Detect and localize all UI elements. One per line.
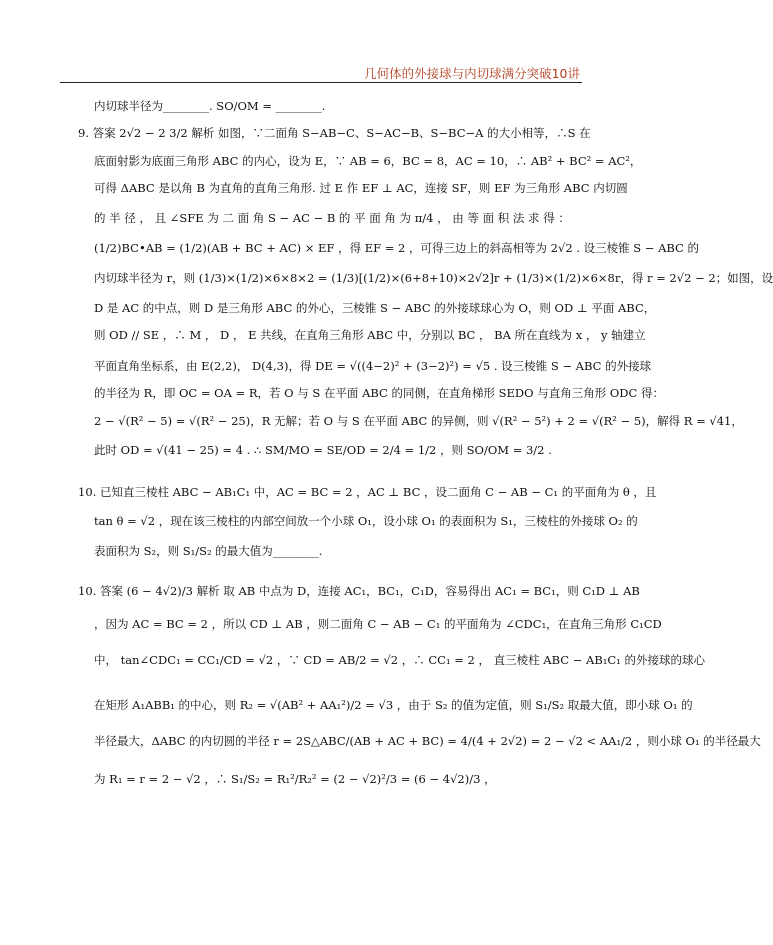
text-line: ，因为 AC = BC = 2 ，所以 CD ⊥ AB ，则二面角 C − AB − C₁ 的平面角为 ∠CDC₁，在直角三角形 C₁CD <box>94 617 662 631</box>
text-line: 表面积为 S₂，则 S₁/S₂ 的最大值为________. <box>94 544 323 558</box>
text-line: 在矩形 A₁ABB₁ 的中心，则 R₂ = √(AB² + AA₁²)/2 = √3 ，由于 S₂ 的值为定值，则 S₁/S₂ 取最大值，即小球 O₁ 的 <box>94 698 693 712</box>
header-title: 几何体的外接球与内切球满分突破10讲 <box>364 66 580 81</box>
text-line: tan θ = √2 ，现在该三棱柱的内部空间放一个小球 O₁，设小球 O₁ 的表面积为 S₁，三棱柱的外接球 O₂ 的 <box>94 514 638 528</box>
text-line: 半径最大，ΔABC 的内切圆的半径 r = 2S△ABC/(AB + AC + BC) = 4/(4 + 2√2) = 2 − √2 < AA₁/2 ，则小球 O₁ 的半径最大 <box>94 734 761 748</box>
text-line: 中， tan∠CDC₁ = CC₁/CD = √2 ，∵ CD = AB/2 = √2 ，∴ CC₁ = 2 ， 直三棱柱 ABC − AB₁C₁ 的外接球的球心 <box>94 653 705 667</box>
text-line: 的 半 径 ， 且 ∠SFE 为 二 面 角 S − AC − B 的 平 面 角 为 π/4 ， 由 等 面 积 法 求 得 ： <box>94 211 570 225</box>
text-line: 9. 答案 2√2 − 2 3/2 解析 如图，∵二面角 S−AB−C、S−AC−B、S−BC−A 的大小相等，∴S 在 <box>78 126 591 140</box>
text-line: 则 OD // SE ，∴ M ， D ， E 共线，在直角三角形 ABC 中，分别以 BC ， BA 所在直线为 x ， y 轴建立 <box>94 328 646 342</box>
text-line: 2 − √(R² − 5) = √(R² − 25)，R 无解；若 O 与 S 在平面 ABC 的异侧，则 √(R² − 5²) + 2 = √(R² − 5)，解得 R = √41， <box>94 414 743 428</box>
text-line: D 是 AC 的中点，则 D 是三角形 ABC 的外心，三棱锥 S − ABC 的外接球球心为 O，则 OD ⊥ 平面 ABC， <box>94 301 656 315</box>
text-line: 为 R₁ = r = 2 − √2 ，∴ S₁/S₂ = R₁²/R₂² = (2 − √2)²/3 = (6 − 4√2)/3 ， <box>94 772 496 786</box>
text-line: (1/2)BC•AB = (1/2)(AB + BC + AC) × EF ，得 EF = 2 ，可得三边上的斜高相等为 2√2 . 设三棱锥 S − ABC 的 <box>94 241 700 255</box>
text-line: 可得 ΔABC 是以角 B 为直角的直角三角形. 过 E 作 EF ⊥ AC，连接 SF，则 EF 为三角形 ABC 内切圆 <box>94 181 628 195</box>
text-line: 10. 已知直三棱柱 ABC − AB₁C₁ 中，AC = BC = 2 ，AC ⊥ BC ，设二面角 C − AB − C₁ 的平面角为 θ ，且 <box>78 485 657 499</box>
text-line: 内切球半径为________. SO/OM = ________. <box>94 99 326 113</box>
text-line: 此时 OD = √(41 − 25) = 4 . ∴ SM/MO = SE/OD = 2/4 = 1/2 ，则 SO/OM = 3/2 . <box>94 443 552 457</box>
text-line: 10. 答案 (6 − 4√2)/3 解析 取 AB 中点为 D，连接 AC₁，BC₁，C₁D，容易得出 AC₁ = BC₁，则 C₁D ⊥ AB <box>78 584 640 598</box>
header-rule <box>60 82 582 83</box>
text-line: 平面直角坐标系，由 E(2,2)， D(4,3)，得 DE = √((4−2)² + (3−2)²) = √5 . 设三棱锥 S − ABC 的外接球 <box>94 359 652 373</box>
text-line: 的半径为 R，即 OC = OA = R，若 O 与 S 在平面 ABC 的同侧，在直角梯形 SEDO 与直角三角形 ODC 得： <box>94 386 664 400</box>
text-line: 底面射影为底面三角形 ABC 的内心，设为 E，∵ AB = 6，BC = 8，AC = 10，∴ AB² + BC² = AC²， <box>94 154 642 168</box>
text-line: 内切球半径为 r，则 (1/3)×(1/2)×6×8×2 = (1/3)[(1/2)×(6+8+10)×2√2]r + (1/3)×(1/2)×6×8r，得 r = 2√2 − 2；如图，设 <box>94 271 773 285</box>
